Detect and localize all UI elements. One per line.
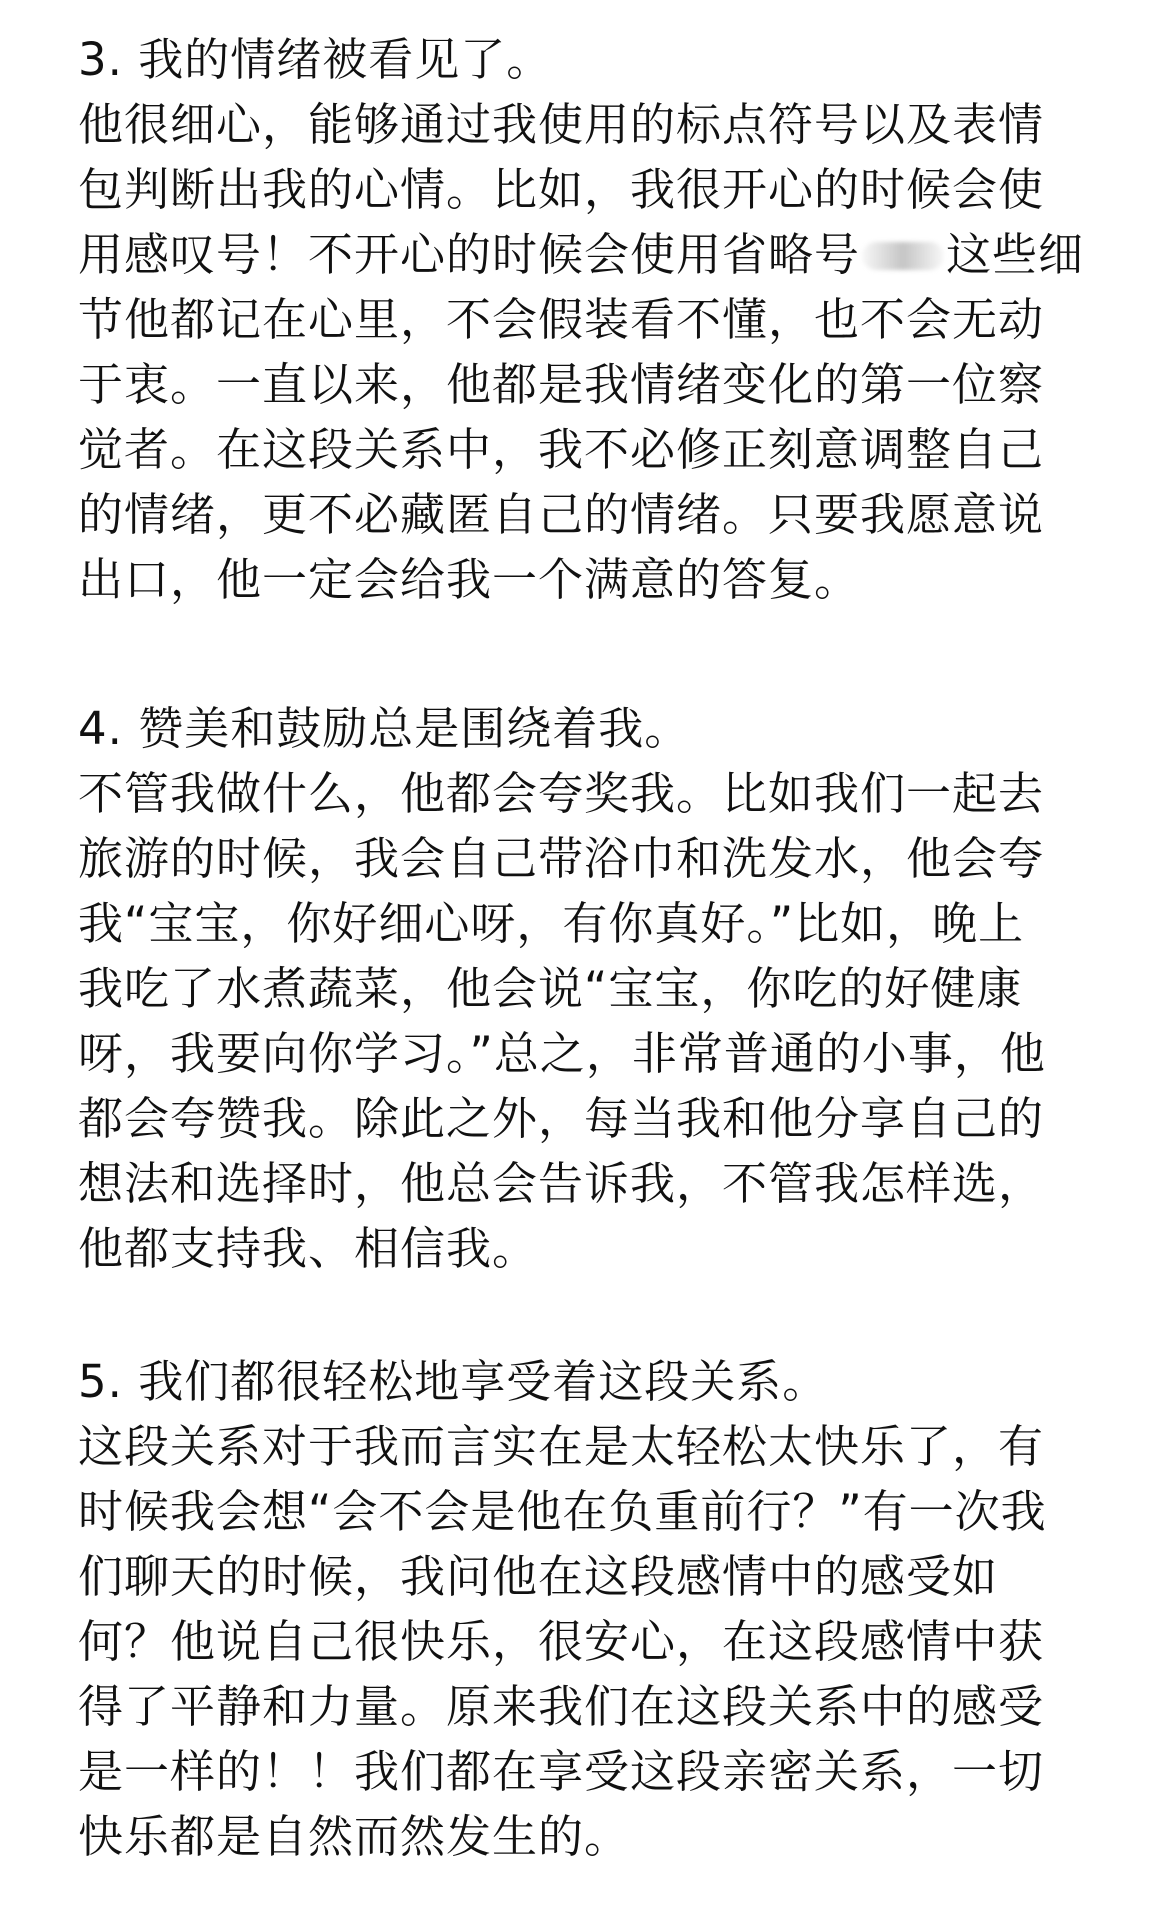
paragraph-line: 节他都记在心里，不会假装看不懂，也不会无动 [78,293,1045,346]
paragraph-line: 得了平静和力量。原来我们在这段关系中的感受 [78,1680,1045,1733]
paragraph-line: 时候我会想“会不会是他在负重前行？”有一次我 [78,1485,1047,1538]
paragraph-line: 我“宝宝，你好细心呀，有你真好。”比如，晚上 [78,897,1025,950]
paragraph-line: 旅游的时候，我会自己带浴巾和洗发水，他会夸 [78,832,1045,885]
paragraph-line: 的情绪，更不必藏匿自己的情绪。只要我愿意说 [78,488,1045,541]
paragraph-line-part: 这些细 [946,228,1085,281]
paragraph-line: 们聊天的时候，我问他在这段感情中的感受如 [78,1550,999,1603]
paragraph-line: 包判断出我的心情。比如，我很开心的时候会使 [78,163,1045,216]
paragraph-line: 都会夸赞我。除此之外，每当我和他分享自己的 [78,1092,1045,1145]
paragraph-line: 这段关系对于我而言实在是太轻松太快乐了，有 [78,1420,1045,1473]
paragraph-line: 呀，我要向你学习。”总之，非常普通的小事，他 [78,1027,1046,1080]
paragraph-line: 觉者。在这段关系中，我不必修正刻意调整自己 [78,423,1045,476]
paragraph-line: 于衷。一直以来，他都是我情绪变化的第一位察 [78,358,1045,411]
paragraph-line: 他都支持我、相信我。 [78,1222,539,1275]
paragraph-line: 何？他说自己很快乐，很安心，在这段感情中获 [78,1615,1045,1668]
section-heading: 3. 我的情绪被看见了。 [78,33,553,86]
paragraph-line: 我吃了水煮蔬菜，他会说“宝宝，你吃的好健康 [78,962,1023,1015]
section-heading: 4. 赞美和鼓励总是围绕着我。 [78,702,691,755]
paragraph-line: 想法和选择时，他总会告诉我，不管我怎样选， [78,1157,1045,1210]
paragraph-line: 出口，他一定会给我一个满意的答复。 [78,553,861,606]
paragraph-line: 是一样的！！我们都在享受这段亲密关系，一切 [78,1745,1045,1798]
paragraph-line: 他很细心，能够通过我使用的标点符号以及表情 [78,98,1045,151]
blurred-ellipsis-mark [862,242,944,270]
paragraph-line-with-ellipsis [78,223,1118,287]
paragraph-line-part: 用感叹号！不开心的时候会使用省略号 [78,228,861,281]
paragraph-line: 不管我做什么，他都会夸奖我。比如我们一起去 [78,767,1045,820]
paragraph-line: 快乐都是自然而然发生的。 [78,1810,631,1863]
section-heading: 5. 我们都很轻松地享受着这段关系。 [78,1355,829,1408]
